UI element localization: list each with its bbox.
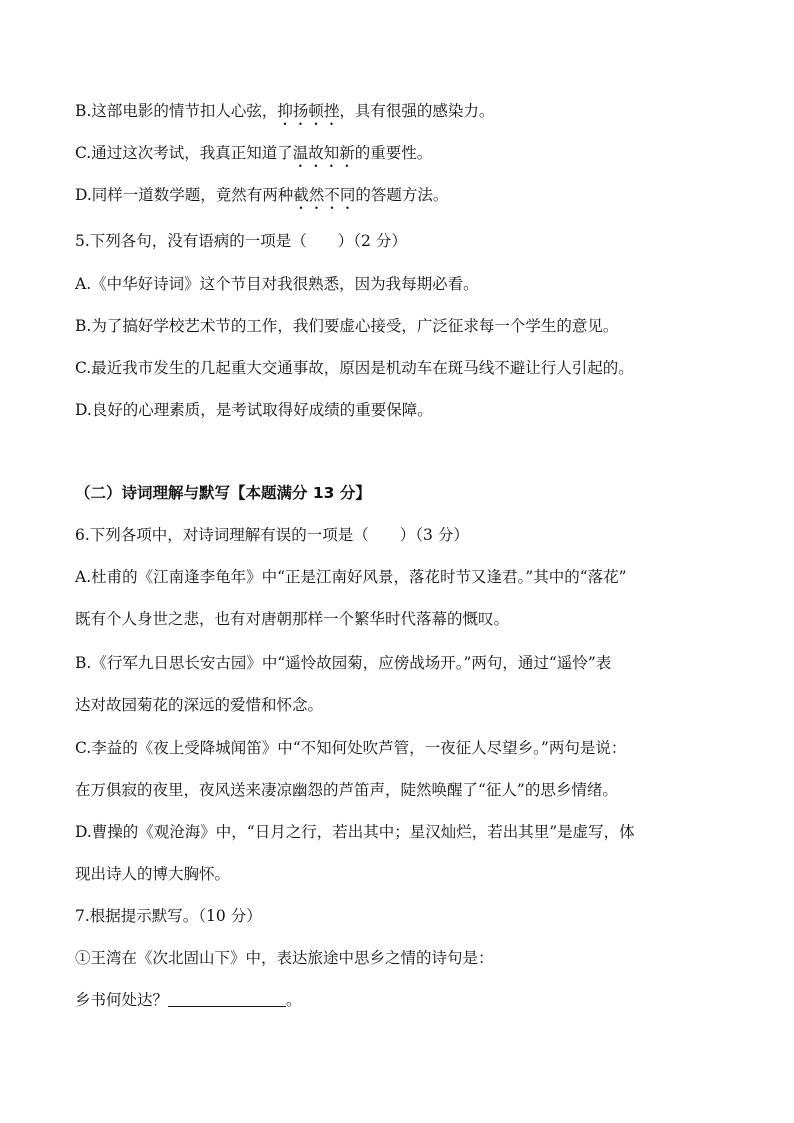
q6-option-a-line1: A.杜甫的《江南逢李龟年》中“正是江南好风景，落花时节又逢君。”其中的“落花”	[75, 568, 627, 586]
q6-stem: 6.下列各项中，对诗词理解有误的一项是（ ）（3 分）	[75, 526, 469, 544]
q4-option-d: D.同样一道数学题，竟然有两种截然不同的答题方法。	[75, 186, 449, 204]
q6-option-c-line1: C.李益的《夜上受降城闻笛》中“不知何处吹芦管，一夜征人尽望乡。”两句是说：	[75, 739, 627, 757]
q7-stem: 7.根据提示默写。（10 分）	[75, 907, 262, 925]
q5-stem: 5.下列各句，没有语病的一项是（ ）（2 分）	[75, 232, 407, 250]
q5-option-b: B.为了搞好学校艺术节的工作，我们要虚心接受，广泛征求每一个学生的意见。	[75, 317, 619, 335]
q4-option-b: B.这部电影的情节扣人心弦，抑扬顿挫，具有很强的感染力。	[75, 102, 495, 120]
q6-option-a-line2: 既有个人身世之悲，也有对唐朝那样一个繁华时代落幕的慨叹。	[75, 610, 510, 628]
answer-blank[interactable]	[168, 990, 286, 1007]
q6-option-b-line1: B.《行军九日思长安古园》中“遥怜故园菊，应傍战场开。”两句，通过“遥怜”表	[75, 654, 612, 672]
emphasis-phrase: 抑扬顿挫	[277, 102, 340, 120]
q5-option-a: A.《中华好诗词》这个节目对我很熟悉，因为我每期必看。	[75, 275, 479, 293]
emphasis-phrase: 温故知新	[292, 144, 355, 162]
q5-option-c: C.最近我市发生的几起重大交通事故，原因是机动车在斑马线不避让行人引起的。	[75, 359, 634, 377]
section-heading: （二）诗词理解与默写【本题满分 13 分】	[75, 484, 371, 502]
q5-option-d: D.良好的心理素质，是考试取得好成绩的重要保障。	[75, 401, 433, 419]
q7-item1: ①王湾在《次北固山下》中，表达旅途中思乡之情的诗句是：	[75, 949, 494, 967]
q6-option-c-line2: 在万俱寂的夜里，夜风送来凄凉幽怨的芦笛声，陡然唤醒了“征人”的思乡情绪。	[75, 781, 618, 799]
q6-option-d-line1: D.曹操的《观沧海》中，“日月之行，若出其中；星汉灿烂，若出其里”是虚写，体	[75, 823, 635, 841]
q4-option-c: C.通过这次考试，我真正知道了温故知新的重要性。	[75, 144, 433, 162]
emphasis-phrase: 截然不同	[293, 186, 356, 204]
q6-option-b-line2: 达对故园菊花的深远的爱惜和怀念。	[75, 696, 324, 714]
q7-item1-answer: 乡书何处达？ 。	[75, 991, 302, 1009]
q6-option-d-line2: 现出诗人的博大胸怀。	[75, 865, 231, 883]
